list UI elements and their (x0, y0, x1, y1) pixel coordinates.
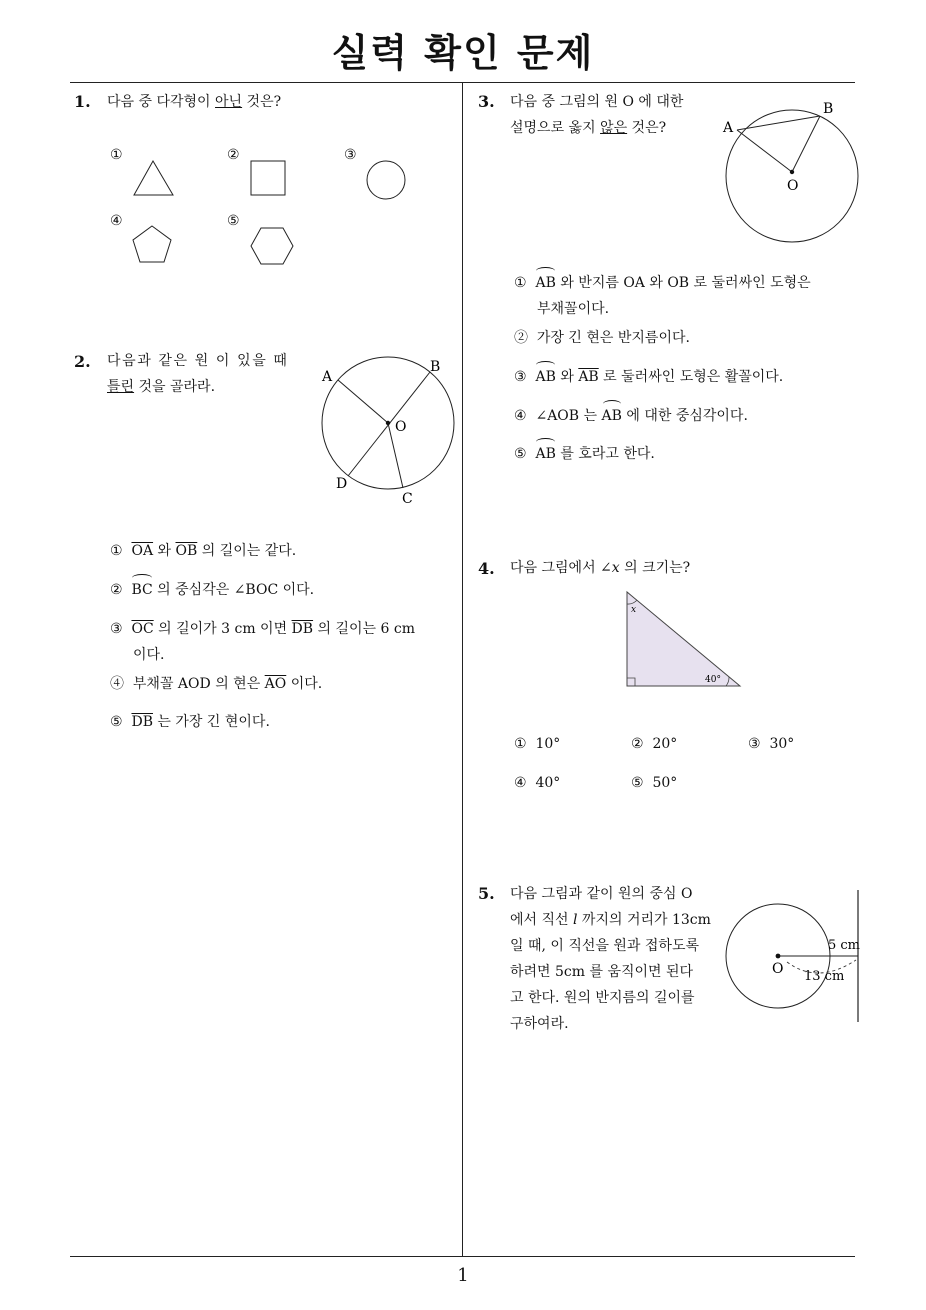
option-text: 로 둘러싸인 도형은 활꼴이다. (598, 369, 784, 385)
option-text: 와 (555, 369, 579, 385)
arc-label: AB (535, 270, 555, 296)
label-o: O (787, 178, 799, 194)
option-text: 부채꼴 AOD 의 현은 (132, 676, 265, 692)
option-marker: ② (631, 736, 644, 752)
q5-text-part: 에서 직선 (510, 912, 573, 928)
option-value: 30° (769, 736, 795, 752)
label-b: B (823, 101, 834, 117)
question-1-number: 1. (74, 92, 91, 111)
option-text: 의 길이는 같다. (197, 543, 297, 559)
option-marker: ② (514, 330, 528, 346)
line-variable: l (573, 912, 578, 928)
q2-text-part: 것을 골라라. (134, 379, 216, 395)
q1-marker-3: ③ (344, 147, 357, 163)
q1-marker-1: ① (110, 147, 123, 163)
label-o: O (772, 961, 784, 977)
label-c: C (402, 491, 413, 507)
q1-marker-5: ⑤ (227, 213, 240, 229)
option-text: 와 반지름 OA 와 OB 로 둘러싸인 도형은 (555, 275, 811, 291)
label-5cm: 5 cm (828, 938, 861, 953)
q4-text-part: 의 크기는? (619, 560, 691, 576)
segment-label: $\overline{OA}$ (131, 543, 154, 559)
option-text: 는 가장 긴 현이다. (152, 714, 270, 730)
q5-text-part: 까지의 거리가 13cm (577, 912, 711, 928)
question-3-line-1: 다음 중 그림의 원 O 에 대한 (510, 94, 684, 110)
q3-underlined-word: 않은 (600, 120, 628, 136)
page-title: 실력 확인 문제 (331, 31, 595, 75)
center-dot (776, 954, 781, 959)
option-marker: ⑤ (110, 714, 123, 730)
question-5-line-6: 구하여라. (510, 1016, 569, 1032)
label-d: D (336, 476, 348, 492)
q1-underlined-word: 아닌 (215, 94, 243, 110)
question-2-line-1: 다음과 같은 원 이 있을 때 (107, 353, 289, 369)
option-text: 이다. (286, 676, 323, 692)
q1-text-part: 것은? (242, 94, 282, 110)
option-marker: ① (514, 275, 527, 291)
angle-40-label: 40° (705, 675, 721, 685)
label-a: A (322, 369, 333, 385)
label-o: O (395, 419, 407, 435)
option-text: 의 중심각은 ∠BOC 이다. (152, 582, 315, 598)
option-text: 에 대한 중심각이다. (621, 408, 748, 424)
q3-text-part: 설명으로 옳지 (510, 120, 601, 136)
question-5-line-1: 다음 그림과 같이 원의 중심 O (510, 886, 693, 902)
segment-label: $\overline{DB}$ (291, 621, 314, 637)
segment-label: $\overline{AO}$ (264, 676, 287, 692)
option-value: 20° (652, 736, 678, 752)
q1-marker-4: ④ (110, 213, 123, 229)
q1-marker-2: ② (227, 147, 240, 163)
option-marker: ② (110, 582, 123, 598)
label-a: A (723, 120, 734, 136)
q4-text-part: 다음 그림에서 ∠ (510, 560, 612, 576)
option-marker: ④ (514, 775, 527, 791)
q3-text-part: 것은? (627, 120, 667, 136)
question-5-number: 5. (478, 884, 495, 903)
option-marker: ④ (514, 408, 527, 424)
question-4-number: 4. (478, 559, 495, 578)
segment-label: $\overline{AB}$ (578, 369, 599, 385)
option-text: 를 호라고 한다. (555, 446, 655, 462)
angle-x-label: x (631, 605, 637, 615)
option-marker: ③ (748, 736, 761, 752)
option-text: 가장 긴 현은 반지름이다. (536, 330, 690, 346)
option-marker: ④ (110, 676, 124, 692)
option-marker: ⑤ (631, 775, 644, 791)
option-marker: ③ (110, 621, 123, 637)
question-5-line-3: 일 때, 이 직선을 원과 접하도록 (510, 938, 699, 954)
q2-underlined-word: 틀린 (107, 379, 135, 395)
q4-variable: x (611, 560, 620, 576)
q1-text-part: 다음 중 다각형이 (107, 94, 216, 110)
option-marker: ① (110, 543, 123, 559)
label-b: B (430, 359, 441, 375)
label-13cm: 13 cm (804, 969, 845, 984)
segment-label: $\overline{DB}$ (131, 714, 153, 730)
option-text: 부채꼴이다. (537, 301, 610, 317)
option-value: 40° (535, 775, 561, 791)
option-text: ∠AOB 는 (535, 408, 602, 424)
option-value: 50° (652, 775, 678, 791)
question-5-line-4: 하려면 5cm 를 움직이면 된다 (510, 964, 694, 980)
option-marker: ③ (514, 369, 527, 385)
question-3-number: 3. (478, 92, 495, 111)
option-text: 와 (153, 543, 176, 559)
arc-label: BC (131, 577, 152, 603)
arc-label: AB (535, 364, 555, 390)
segment-label: $\overline{OB}$ (175, 543, 198, 559)
option-text: 의 길이가 3 cm 이면 (153, 621, 292, 637)
bottom-rule (70, 1256, 855, 1257)
arc-label: AB (602, 403, 622, 429)
option-marker: ⑤ (514, 446, 527, 462)
segment-label: $\overline{OC}$ (131, 621, 154, 637)
arc-label: AB (535, 441, 555, 467)
option-value: 10° (535, 736, 561, 752)
question-2-number: 2. (74, 352, 91, 371)
page-number: 1 (457, 1265, 469, 1286)
option-text: 의 길이는 6 cm (313, 621, 415, 637)
option-marker: ① (514, 736, 527, 752)
question-5-line-5: 고 한다. 원의 반지름의 길이를 (510, 990, 695, 1006)
option-text: 이다. (133, 647, 165, 663)
